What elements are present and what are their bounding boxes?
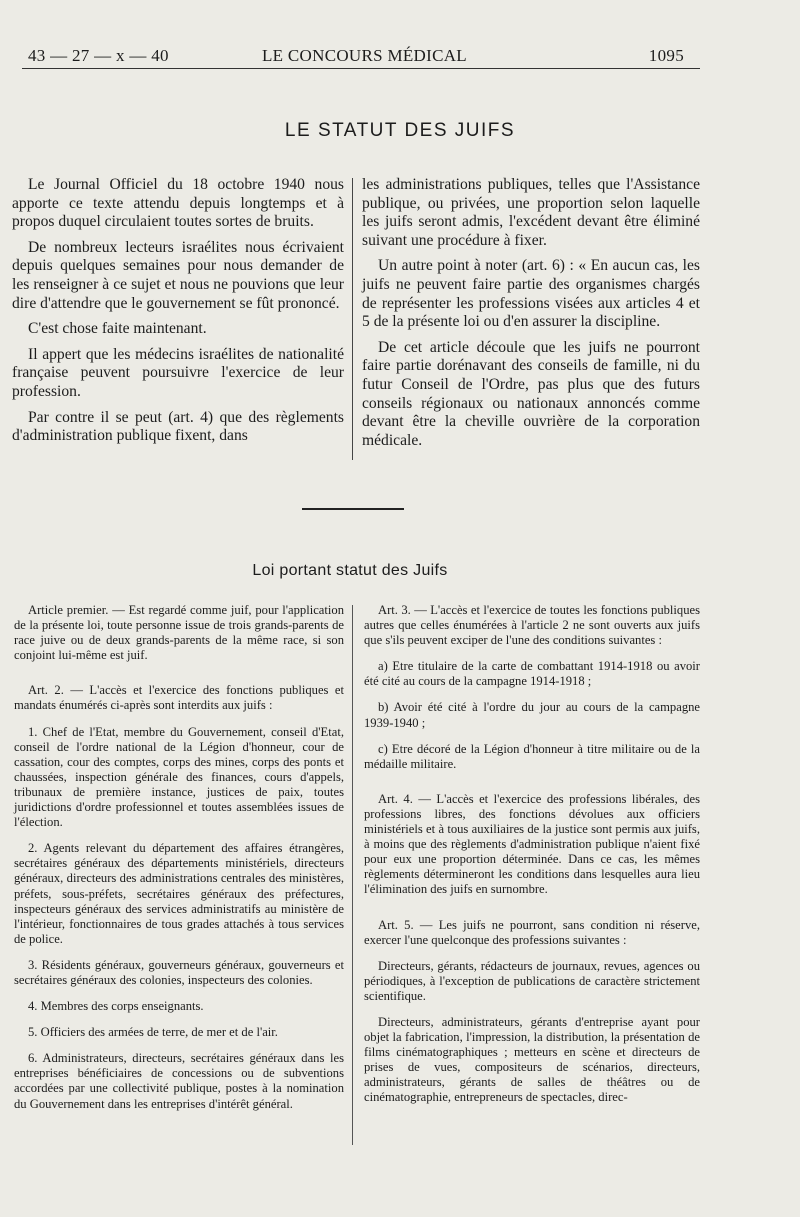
article-paragraph: les administrations publiques, telles que l'Assistance publique, ou privées, une proportion selon laquelle les juifs seront admis, l'excédent devant être éliminé suivant une procédure à fixer. <box>362 176 700 249</box>
law-paragraph: Art. 5. — Les juifs ne pourront, sans condition ni réserve, exercer l'une quelconque des professions suivantes : <box>364 917 700 947</box>
law-paragraph: a) Etre titulaire de la carte de combattant 1914-1918 ou avoir été cité au cours de la campagne 1914-1918 ; <box>364 659 700 689</box>
article-column-right <box>362 176 700 450</box>
law-paragraph: Directeurs, gérants, rédacteurs de journaux, revues, agences ou périodiques, à l'exception de publications de caractère strictement scientifique. <box>364 958 700 1003</box>
law-paragraph: Directeurs, administrateurs, gérants d'entreprise ayant pour objet la fabrication, l'impression, la distribution, la présentation de films cinématographiques ; metteurs en scène et directeurs de prises de vues, compositeurs de scénarios, directeurs, administrateurs, gérants de salles de théâtres ou de cinématographie, entrepreneurs de spectacles, direc- <box>364 1014 700 1105</box>
issue-date: 43 — 27 — x — 40 <box>28 46 169 65</box>
article-paragraph: C'est chose faite maintenant. <box>28 320 207 338</box>
running-header <box>22 44 700 69</box>
section-separator <box>302 508 404 510</box>
law-paragraph: Art. 2. — L'accès et l'exercice des fonctions publiques et mandats énumérés ci-après sont interdits aux juifs : <box>14 683 344 713</box>
law-paragraph: 6. Administrateurs, directeurs, secrétaires généraux dans les entreprises bénéficiaires de concessions ou de subventions accordées par une collectivité publique, postes à la nomination du Gouvernement dans les entreprises d'intérêt général. <box>14 1051 344 1111</box>
law-paragraph: Article premier. — Est regardé comme juif, pour l'application de la présente loi, toute personne issue de trois grands-parents de race juive ou de deux grands-parents de la même race, si son conjoint lui-même est juif. <box>14 603 344 663</box>
column-divider <box>352 178 353 460</box>
law-paragraph: 1. Chef de l'Etat, membre du Gouvernement, conseil d'Etat, conseil de l'ordre national de la Légion d'honneur, cour de cassation, cour des comptes, corps des mines, corps des ponts et chaussées, inspection générale des finances, cours d'appels, tribunaux de première instance, justices de paix, toutes juridictions d'ordre professionnel et toutes assemblées issues de l'élection. <box>14 724 344 830</box>
article-paragraph: Par contre il se peut (art. 4) que des règlements d'administration publique fixent, dans <box>12 408 344 445</box>
law-column-left <box>14 603 344 1112</box>
column-divider <box>352 605 353 1145</box>
article-paragraph: Le Journal Officiel du 18 octobre 1940 nous apporte ce texte attendu depuis longtemps et à propos duquel circulaient toutes sortes de bruits. <box>12 176 344 231</box>
law-paragraph: 5. Officiers des armées de terre, de mer et de l'air. <box>28 1025 278 1040</box>
journal-name: LE CONCOURS MÉDICAL <box>262 46 467 65</box>
article-paragraph: De cet article découle que les juifs ne pourront faire partie dorénavant des conseils de famille, ni du futur Conseil de l'Ordre, pas plus que des futurs conseils régionaux ou nationaux annoncés comme devant être la cheville ouvrière de la corporation médicale. <box>362 338 700 449</box>
law-title: Loi portant statut des Juifs <box>252 562 448 579</box>
article-title: LE STATUT DES JUIFS <box>284 120 516 141</box>
page-number: 1095 <box>648 46 684 65</box>
law-paragraph: b) Avoir été cité à l'ordre du jour au cours de la campagne 1939-1940 ; <box>364 700 700 730</box>
law-paragraph: Art. 4. — L'accès et l'exercice des professions libérales, des professions libres, des fonctions dévolues aux officiers ministériels et à tous auxiliaires de la justice sont permis aux juifs, à moins que des règlements d'administration publique n'aient fixé pour eux une proportion déterminée. Dans ce cas, les mêmes règlements détermineront les conditions dans lesquelles aura lieu l'élimination des juifs en surnombre. <box>364 791 700 897</box>
article-column-left <box>12 176 344 446</box>
law-paragraph: 4. Membres des corps enseignants. <box>28 999 204 1014</box>
law-paragraph: c) Etre décoré de la Légion d'honneur à titre militaire ou de la médaille militaire. <box>364 741 700 771</box>
law-column-right <box>364 603 700 1106</box>
article-paragraph: Il appert que les médecins israélites de nationalité française peuvent poursuivre l'exercice de leur profession. <box>12 345 344 400</box>
law-paragraph: 2. Agents relevant du département des affaires étrangères, secrétaires généraux des départements ministériels, directeurs généraux, directeurs des administrations centrales des ministères, préfets, sous-préfets, secrétaires généraux des préfectures, inspecteurs généraux des services administratifs au ministère de l'intérieur, fonctionnaires de tous grades attachés à tous services de police. <box>14 841 344 946</box>
article-paragraph: Un autre point à noter (art. 6) : « En aucun cas, les juifs ne peuvent faire partie des organismes chargés de représenter les professions visées aux articles 4 et 5 de la présente loi ou d'en assurer la discipline. <box>362 257 700 331</box>
article-paragraph: De nombreux lecteurs israélites nous écrivaient depuis quelques semaines pour nous demander de les renseigner à ce sujet et nous ne pouvions que leur dire d'attendre que le gouvernement se fût prononcé. <box>12 238 344 312</box>
law-paragraph: 3. Résidents généraux, gouverneurs généraux, gouverneurs et secrétaires généraux des colonies, inspecteurs des colonies. <box>14 957 344 987</box>
law-paragraph: Art. 3. — L'accès et l'exercice de toutes les fonctions publiques autres que celles énumérées à l'article 2 ne sont ouverts aux juifs que s'ils peuvent exciper de l'une des conditions suivantes : <box>364 603 700 648</box>
